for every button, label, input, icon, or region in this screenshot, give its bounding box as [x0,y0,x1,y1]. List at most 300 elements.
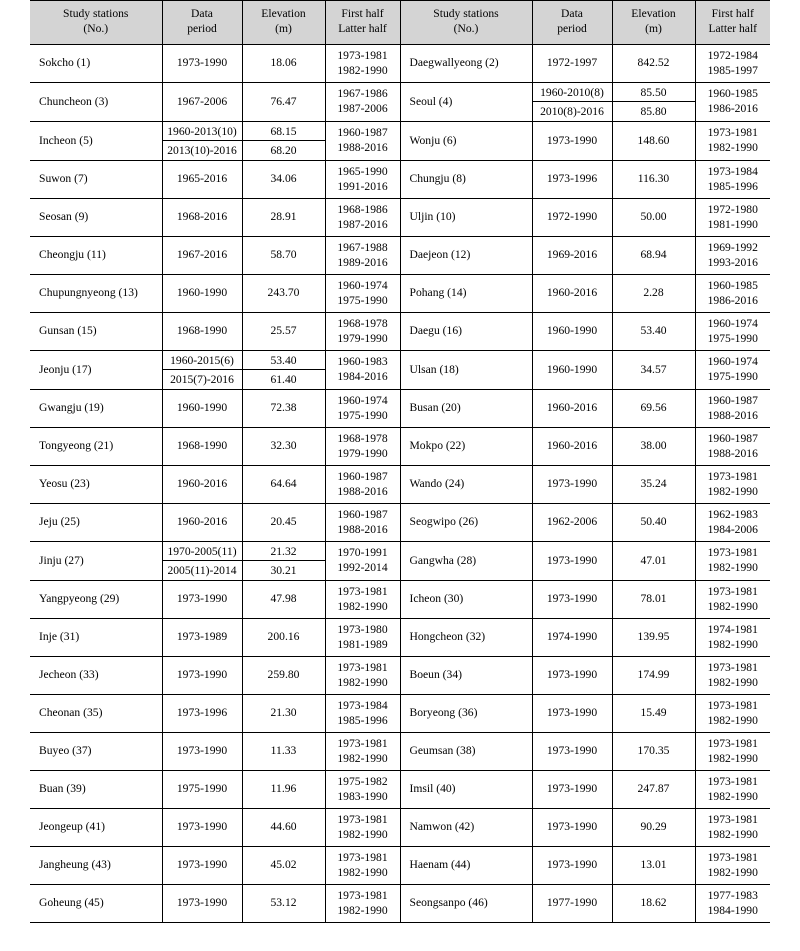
half-periods-cell [325,390,400,428]
first-half-value: 1973-1981 [707,812,758,826]
elevation-cell: 25.57 [242,313,325,351]
data-period-cell: 1967-2006 [162,83,242,122]
first-half-value: 1973-1981 [337,850,388,864]
first-half-value: 1970-1991 [337,546,388,560]
elevation-cell: 20.45 [242,504,325,542]
elevation-cell: 842.52 [612,45,695,83]
station-name-cell: Busan (20) [400,390,532,428]
first-half-value: 1960-1974 [707,355,758,369]
first-half-value: 1973-1981 [707,774,758,788]
latter-half-value: 1983-1990 [337,789,388,803]
first-half-value: 1975-1982 [337,774,388,788]
latter-half-value: 1982-1990 [337,903,388,917]
latter-half-value: 1982-1990 [337,827,388,841]
latter-half-value: 1993-2016 [707,255,758,269]
data-period-cell: 1973-1990 [532,771,612,809]
data-period-cell: 1960-1990 [162,390,242,428]
elevation-cell: 34.57 [612,351,695,390]
latter-half-value: 1982-1990 [707,561,758,574]
data-period-cell [162,542,242,581]
data-period-cell: 1973-1990 [532,657,612,695]
station-name-cell: Chupungnyeong (13) [30,275,162,313]
elevation-cell: 174.99 [612,657,695,695]
elevation-cell: 139.95 [612,619,695,657]
latter-half-value: 1982-1990 [707,827,758,841]
latter-half-value: 1986-2016 [707,102,758,115]
header-line: Study stations [433,7,499,21]
station-name-cell: Jecheon (33) [30,657,162,695]
data-period-cell: 1973-1990 [532,466,612,504]
first-half-value: 1973-1981 [337,584,388,598]
data-period-cell: 1973-1989 [162,619,242,657]
data-period-cell: 1973-1990 [532,809,612,847]
elevation-cell: 69.56 [612,390,695,428]
header-line: Data [191,7,213,21]
study-stations-table [30,0,770,923]
first-half-value: 1973-1984 [337,698,388,712]
station-name-cell: Goheung (45) [30,885,162,923]
elevation-cell: 259.80 [242,657,325,695]
table-header [30,1,770,45]
station-name-cell: Imsil (40) [400,771,532,809]
station-name-cell: Sokcho (1) [30,45,162,83]
data-period-cell: 1973-1990 [162,809,242,847]
elevation-cell: 47.98 [242,581,325,619]
half-periods-cell [695,619,770,657]
latter-half-value: 1982-1990 [337,751,388,765]
elevation-cell [242,122,325,161]
elevation-cell: 78.01 [612,581,695,619]
station-name-cell: Daegu (16) [400,313,532,351]
station-name-cell: Daegwallyeong (2) [400,45,532,83]
latter-half-value: 1975-1990 [707,370,758,383]
data-period-cell: 1960-2016 [532,275,612,313]
elevation-cell: 50.40 [612,504,695,542]
first-half-value: 1960-1987 [707,431,758,445]
data-period-cell: 1962-2006 [532,504,612,542]
half-periods-cell [325,122,400,161]
elevation-cell: 247.87 [612,771,695,809]
first-half-value: 1960-1974 [337,278,388,292]
table-row [30,581,770,619]
first-half-value: 1973-1981 [337,812,388,826]
station-name-cell: Jeongeup (41) [30,809,162,847]
data-period-cell [162,122,242,161]
elevation-sub: 21.32 [243,542,325,561]
first-half-value: 1960-1983 [337,355,388,369]
latter-half-value: 1989-2016 [337,255,388,269]
header-line: Elevation [261,7,306,21]
half-periods-cell [695,733,770,771]
half-periods-cell [695,161,770,199]
elevation-cell: 15.49 [612,695,695,733]
first-half-value: 1960-1985 [707,87,758,101]
table-row [30,809,770,847]
half-periods-cell [325,275,400,313]
table-row [30,122,770,161]
latter-half-value: 1982-1990 [337,675,388,689]
half-periods-cell [325,466,400,504]
half-periods-cell [325,885,400,923]
half-periods-cell [695,885,770,923]
data-period-cell: 1975-1990 [162,771,242,809]
latter-half-value: 1975-1990 [707,331,758,345]
table-row [30,390,770,428]
half-periods-cell [695,237,770,275]
first-half-value: 1960-1987 [337,469,388,483]
elevation-cell: 58.70 [242,237,325,275]
elevation-cell: 47.01 [612,542,695,581]
half-periods-cell [325,657,400,695]
elevation-cell: 38.00 [612,428,695,466]
elevation-cell: 11.33 [242,733,325,771]
header-line: period [557,22,587,35]
station-name-cell: Boeun (34) [400,657,532,695]
half-periods-cell [325,619,400,657]
table-row [30,45,770,83]
latter-half-value: 1984-2006 [707,522,758,536]
table-row [30,542,770,581]
elevation-cell: 72.38 [242,390,325,428]
elevation-cell: 18.06 [242,45,325,83]
latter-half-value: 1986-2016 [707,293,758,307]
first-half-value: 1973-1981 [707,736,758,750]
station-name-cell: Daejeon (12) [400,237,532,275]
latter-half-value: 1988-2016 [707,408,758,422]
data-period-cell: 1960-1990 [162,275,242,313]
header-line: Elevation [631,7,676,21]
latter-half-value: 1982-1990 [707,865,758,879]
data-period-cell: 1969-2016 [532,237,612,275]
table-row [30,733,770,771]
station-name-cell: Wonju (6) [400,122,532,161]
first-half-value: 1972-1980 [707,202,758,216]
first-half-value: 1973-1981 [707,584,758,598]
latter-half-value: 1982-1990 [707,141,758,154]
first-half-value: 1973-1981 [337,48,388,62]
half-periods-cell [325,504,400,542]
elevation-cell: 53.40 [612,313,695,351]
elevation-cell: 90.29 [612,809,695,847]
data-period-cell: 1974-1990 [532,619,612,657]
half-periods-cell [325,199,400,237]
table-row [30,161,770,199]
elevation-cell: 32.30 [242,428,325,466]
half-periods-cell [325,161,400,199]
table-row [30,466,770,504]
elevation-cell: 243.70 [242,275,325,313]
elevation-cell: 35.24 [612,466,695,504]
table-row [30,313,770,351]
station-name-cell: Pohang (14) [400,275,532,313]
station-name-cell: Gunsan (15) [30,313,162,351]
data-period-cell: 1965-2016 [162,161,242,199]
data-period-cell: 1960-2016 [532,428,612,466]
data-period-cell [162,351,242,390]
header-study-stations-left [30,1,162,45]
half-periods-cell [695,275,770,313]
latter-half-value: 1984-2016 [337,370,388,383]
latter-half-value: 1982-1990 [337,599,388,613]
station-name-cell: Cheonan (35) [30,695,162,733]
table-row [30,771,770,809]
table-row [30,428,770,466]
header-line: Latter half [338,22,387,35]
station-name-cell: Jinju (27) [30,542,162,581]
table-row [30,275,770,313]
latter-half-value: 1979-1990 [337,446,388,460]
station-name-cell: Mokpo (22) [400,428,532,466]
latter-half-value: 1985-1996 [707,179,758,193]
station-name-cell: Chungju (8) [400,161,532,199]
half-periods-cell [695,542,770,581]
first-half-value: 1973-1984 [707,164,758,178]
first-half-value: 1973-1981 [337,888,388,902]
elevation-cell: 170.35 [612,733,695,771]
half-periods-cell [695,504,770,542]
header-elevation-left [242,1,325,45]
header-halves-right [695,1,770,45]
first-half-value: 1960-1974 [337,393,388,407]
elevation-cell: 148.60 [612,122,695,161]
elevation-cell: 53.12 [242,885,325,923]
latter-half-value: 1982-1990 [337,865,388,879]
data-period-cell: 1973-1990 [532,695,612,733]
data-period-cell: 1960-2016 [162,466,242,504]
table-row [30,619,770,657]
latter-half-value: 1982-1990 [707,484,758,498]
half-periods-cell [325,695,400,733]
station-name-cell: Seogwipo (26) [400,504,532,542]
first-half-value: 1960-1985 [707,278,758,292]
station-name-cell: Incheon (5) [30,122,162,161]
header-line: First half [711,7,754,21]
table-row [30,885,770,923]
station-name-cell: Cheongju (11) [30,237,162,275]
half-periods-cell [695,428,770,466]
latter-half-value: 1982-1990 [337,63,388,77]
half-periods-cell [695,657,770,695]
header-data-period-left [162,1,242,45]
latter-half-value: 1985-1997 [707,63,758,77]
first-half-value: 1960-1987 [337,126,388,140]
latter-half-value: 1985-1996 [337,713,388,727]
first-half-value: 1974-1981 [707,622,758,636]
station-name-cell: Jeju (25) [30,504,162,542]
half-periods-cell [695,83,770,122]
first-half-value: 1973-1981 [337,736,388,750]
latter-half-value: 1991-2016 [337,179,388,193]
latter-half-value: 1975-1990 [337,408,388,422]
latter-half-value: 1987-2006 [337,102,388,115]
station-name-cell: Icheon (30) [400,581,532,619]
station-name-cell: Tongyeong (21) [30,428,162,466]
header-line: Latter half [708,22,758,35]
latter-half-value: 1979-1990 [337,331,388,345]
half-periods-cell [325,45,400,83]
data-period-cell: 1960-1990 [532,351,612,390]
elevation-cell: 64.64 [242,466,325,504]
data-period-cell: 1973-1990 [532,122,612,161]
data-period-cell: 1967-2016 [162,237,242,275]
data-period-cell: 1960-2016 [532,390,612,428]
first-half-value: 1968-1978 [337,431,388,445]
first-half-value: 1960-1987 [337,507,388,521]
data-period-sub: 1960-2015(6) [163,351,242,370]
latter-half-value: 1982-1990 [707,675,758,689]
first-half-value: 1962-1983 [707,507,758,521]
station-name-cell: Buan (39) [30,771,162,809]
half-periods-cell [325,351,400,390]
data-period-sub: 2013(10)-2016 [167,144,237,157]
data-period-cell: 1973-1990 [162,657,242,695]
header-line: Data [561,7,583,21]
header-elevation-right [612,1,695,45]
table-row [30,83,770,122]
data-period-sub: 2005(11)-2014 [167,564,237,577]
station-name-cell: Hongcheon (32) [400,619,532,657]
elevation-cell: 45.02 [242,847,325,885]
data-period-cell: 1973-1996 [162,695,242,733]
header-line: (No.) [453,22,479,35]
table-row [30,351,770,390]
first-half-value: 1973-1981 [707,850,758,864]
first-half-value: 1973-1980 [337,622,388,636]
first-half-value: 1965-1990 [337,164,388,178]
station-name-cell: Boryeong (36) [400,695,532,733]
table-row [30,237,770,275]
first-half-value: 1960-1987 [707,393,758,407]
first-half-value: 1968-1978 [337,316,388,330]
elevation-cell [242,542,325,581]
first-half-value: 1973-1981 [337,660,388,674]
table-row [30,504,770,542]
station-name-cell: Gwangju (19) [30,390,162,428]
latter-half-value: 1982-1990 [707,599,758,613]
latter-half-value: 1988-2016 [707,446,758,460]
first-half-value: 1973-1981 [707,698,758,712]
elevation-sub: 85.50 [613,83,695,102]
first-half-value: 1972-1984 [707,48,758,62]
latter-half-value: 1982-1990 [707,713,758,727]
header-study-stations-right [400,1,532,45]
elevation-cell: 68.94 [612,237,695,275]
table-body [30,45,770,923]
elevation-cell [242,351,325,390]
elevation-cell: 28.91 [242,199,325,237]
latter-half-value: 1988-2016 [337,522,388,536]
first-half-value: 1969-1992 [707,240,758,254]
data-period-cell: 1973-1990 [162,581,242,619]
data-period-cell: 1973-1990 [162,847,242,885]
elevation-cell: 116.30 [612,161,695,199]
station-name-cell: Seosan (9) [30,199,162,237]
data-period-cell: 1973-1990 [532,542,612,581]
elevation-sub: 30.21 [270,564,297,577]
first-half-value: 1973-1981 [707,469,758,483]
station-name-cell: Haenam (44) [400,847,532,885]
data-period-cell: 1972-1997 [532,45,612,83]
half-periods-cell [695,847,770,885]
elevation-cell: 200.16 [242,619,325,657]
latter-half-value: 1984-1990 [707,903,758,917]
station-name-cell: Namwon (42) [400,809,532,847]
station-name-cell: Yeosu (23) [30,466,162,504]
latter-half-value: 1987-2016 [337,217,388,231]
data-period-cell: 1973-1990 [162,885,242,923]
half-periods-cell [695,695,770,733]
first-half-value: 1977-1983 [707,888,758,902]
data-period-sub: 2015(7)-2016 [170,373,234,386]
station-name-cell: Buyeo (37) [30,733,162,771]
station-name-cell: Jeonju (17) [30,351,162,390]
table-row [30,847,770,885]
data-period-cell: 1973-1990 [162,733,242,771]
elevation-cell: 2.28 [612,275,695,313]
half-periods-cell [695,581,770,619]
half-periods-cell [695,771,770,809]
half-periods-cell [695,809,770,847]
latter-half-value: 1988-2016 [337,141,388,154]
half-periods-cell [695,45,770,83]
elevation-sub: 85.80 [640,105,667,118]
station-name-cell: Ulsan (18) [400,351,532,390]
data-period-sub: 2010(8)-2016 [540,105,604,118]
data-period-cell [532,83,612,122]
latter-half-value: 1982-1990 [707,637,758,651]
header-line: Study stations [63,7,129,21]
station-name-cell: Seongsanpo (46) [400,885,532,923]
table-row [30,695,770,733]
half-periods-cell [695,122,770,161]
station-name-cell: Suwon (7) [30,161,162,199]
header-line: (No.) [83,22,109,35]
data-period-sub: 1970-2005(11) [163,542,242,561]
first-half-value: 1968-1986 [337,202,388,216]
elevation-cell: 34.06 [242,161,325,199]
elevation-cell: 11.96 [242,771,325,809]
latter-half-value: 1975-1990 [337,293,388,307]
elevation-cell [612,83,695,122]
latter-half-value: 1982-1990 [707,789,758,803]
half-periods-cell [325,733,400,771]
half-periods-cell [325,83,400,122]
latter-half-value: 1981-1990 [707,217,758,231]
half-periods-cell [325,847,400,885]
half-periods-cell [695,390,770,428]
header-line: period [187,22,217,35]
data-period-sub: 1960-2013(10) [163,122,242,141]
latter-half-value: 1981-1989 [337,637,388,651]
station-name-cell: Jangheung (43) [30,847,162,885]
first-half-value: 1973-1981 [707,660,758,674]
data-period-cell: 1973-1990 [162,45,242,83]
elevation-sub: 68.20 [270,144,297,157]
elevation-cell: 44.60 [242,809,325,847]
first-half-value: 1973-1981 [707,126,758,140]
elevation-sub: 61.40 [270,373,297,386]
station-name-cell: Geumsan (38) [400,733,532,771]
first-half-value: 1960-1974 [707,316,758,330]
data-period-cell: 1968-1990 [162,428,242,466]
header-data-period-right [532,1,612,45]
half-periods-cell [325,771,400,809]
station-name-cell: Wando (24) [400,466,532,504]
half-periods-cell [325,581,400,619]
header-line: (m) [645,22,662,35]
half-periods-cell [695,351,770,390]
data-period-cell: 1973-1990 [532,581,612,619]
